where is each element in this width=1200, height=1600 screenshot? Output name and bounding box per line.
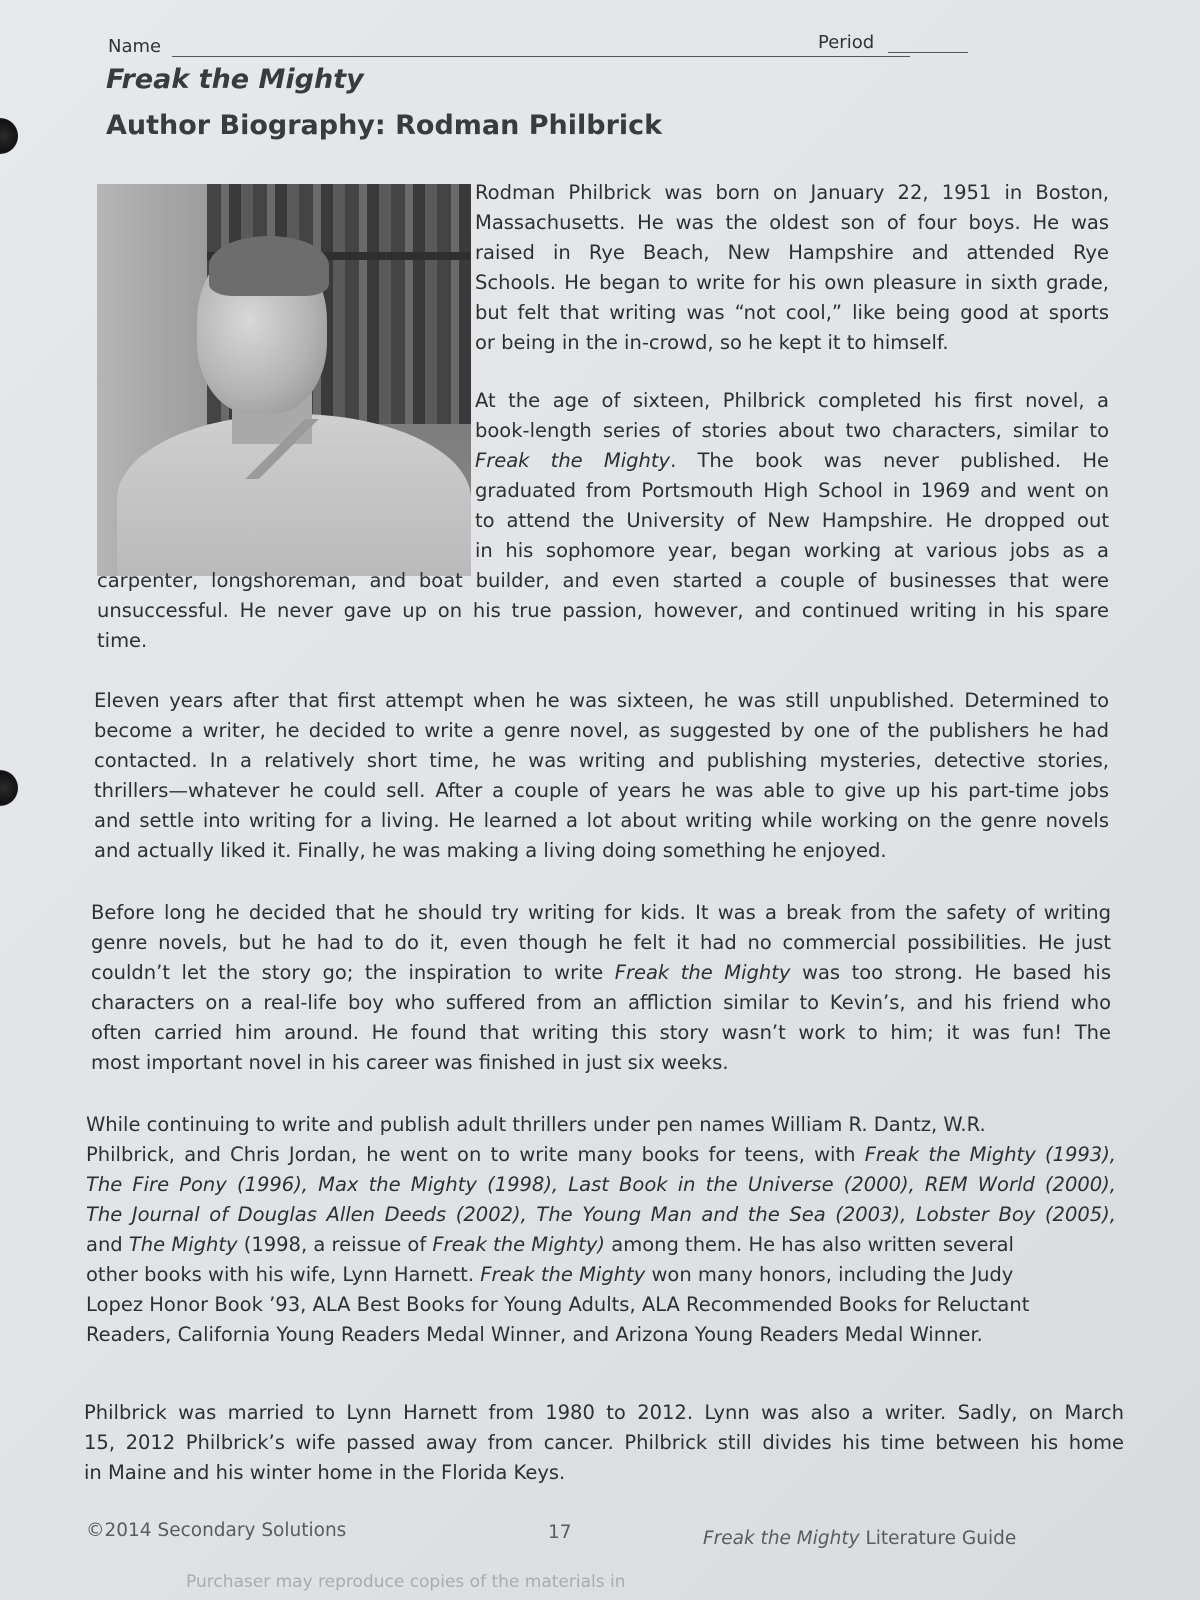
text-line: time. xyxy=(97,629,148,652)
book-title-inline: Freak the Mighty) xyxy=(432,1233,606,1256)
paragraph-writing-for-kids xyxy=(91,898,1111,1078)
page-footer xyxy=(86,1520,1046,1550)
text-line: in Maine and his winter home in the Florida Keys. xyxy=(84,1461,566,1484)
text-line: but felt that writing was “not cool,” like being good at sports xyxy=(475,301,1109,324)
text-line: graduated from Portsmouth High School in 1969 and went on xyxy=(475,479,1109,502)
paragraph-genre-novels xyxy=(94,686,1109,866)
book-title-inline: Freak the Mighty (1993), xyxy=(864,1143,1116,1166)
name-blank-line xyxy=(172,56,910,57)
text-line xyxy=(86,1200,1116,1230)
text-line: Before long he decided that he should try writing for kids. It was a break from the safety of writing xyxy=(91,901,1111,924)
paragraph-marriage xyxy=(84,1398,1124,1488)
text-line: genre novels, but he had to do it, even though he felt it had no commercial possibilities. He just xyxy=(91,931,1111,954)
text-line: most important novel in his career was finished in just six weeks. xyxy=(91,1051,729,1074)
text-line: Schools. He began to write for his own pleasure in sixth grade, xyxy=(475,271,1109,294)
book-title-inline: Freak the Mighty xyxy=(475,449,671,472)
text-line: become a writer, he decided to write a genre novel, as suggested by one of the publishers he had xyxy=(94,719,1109,742)
text-line: other books with his wife, Lynn Harnett. Freak the Mighty won many honors, including the Judy xyxy=(86,1263,1014,1286)
period-blank-line xyxy=(888,52,968,53)
text-line: Eleven years after that first attempt when he was sixteen, he was still unpublished. Determined to xyxy=(94,689,1109,712)
text-line: and actually liked it. Finally, he was making a living doing something he enjoyed. xyxy=(94,839,887,862)
period-label: Period xyxy=(818,32,875,53)
book-title-inline: Freak the Mighty xyxy=(614,961,791,984)
text-line: Philbrick was married to Lynn Harnett from 1980 to 2012. Lynn was also a writer. Sadly, on March xyxy=(84,1401,1124,1424)
name-label: Name xyxy=(108,36,162,57)
text-line: unsuccessful. He never gave up on his true passion, however, and continued writing in his spare xyxy=(97,599,1109,622)
binder-hole xyxy=(0,770,18,806)
text-line: couldn’t let the story go; the inspiration to write Freak the Mighty was too strong. He based his xyxy=(91,961,1111,984)
book-list-inline: The Fire Pony (1996), Max the Mighty (1998), Last Book in the Universe (2000), REM World (2000), xyxy=(86,1173,1116,1196)
text-line: Readers, California Young Readers Medal Winner, and Arizona Young Readers Medal Winner. xyxy=(86,1323,983,1346)
text-line xyxy=(86,1170,1116,1200)
author-photo xyxy=(97,184,471,576)
name-period-row xyxy=(108,34,968,60)
text-line: or being in the in-crowd, so he kept it to himself. xyxy=(475,331,949,354)
page-title: Author Biography: Rodman Philbrick xyxy=(106,110,663,141)
text-line: Lopez Honor Book ’93, ALA Best Books for Young Adults, ALA Recommended Books for Reluctant xyxy=(86,1293,1030,1316)
text-line: book-length series of stories about two characters, similar to xyxy=(475,419,1109,442)
binder-hole xyxy=(0,118,18,154)
text-line: carpenter, longshoreman, and boat builder, and even started a couple of businesses that were xyxy=(97,569,1109,592)
copyright-notice: ©2014 Secondary Solutions xyxy=(86,1520,347,1541)
paragraph-birth xyxy=(475,178,1109,358)
text-line: and The Mighty (1998, a reissue of Freak the Mighty) among them. He has also written several xyxy=(86,1233,1014,1256)
text-line: thrillers—whatever he could sell. After a couple of years he was able to give up his part-time jobs xyxy=(94,779,1109,802)
paragraph-first-novel-continued xyxy=(97,566,1109,656)
paragraph-first-novel xyxy=(475,386,1109,566)
book-title-inline: The Mighty xyxy=(128,1233,238,1256)
guide-title: Freak the Mighty Literature Guide xyxy=(703,1528,1017,1549)
text-line: often carried him around. He found that writing this story wasn’t work to him; it was fun! The xyxy=(91,1021,1111,1044)
text-line: and settle into writing for a living. He learned a lot about writing while working on the genre novels xyxy=(94,809,1109,832)
text-line: contacted. In a relatively short time, he was writing and publishing mysteries, detective stories, xyxy=(94,749,1109,772)
book-title-inline: Freak the Mighty xyxy=(480,1263,646,1286)
text-line: While continuing to write and publish adult thrillers under pen names William R. Dantz, W.R. xyxy=(86,1113,986,1136)
text-line: characters on a real-life boy who suffered from an affliction similar to Kevin’s, and his friend who xyxy=(91,991,1111,1014)
book-title: Freak the Mighty xyxy=(106,64,364,95)
text-line: raised in Rye Beach, New Hampshire and attended Rye xyxy=(475,241,1109,264)
text-line: Rodman Philbrick was born on January 22, 1951 in Boston, xyxy=(475,181,1109,204)
page-number: 17 xyxy=(548,1522,572,1543)
text-line: to attend the University of New Hampshire. He dropped out xyxy=(475,509,1109,532)
text-line: Massachusetts. He was the oldest son of four boys. He was xyxy=(475,211,1109,234)
text-line: in his sophomore year, began working at various jobs as a xyxy=(475,539,1109,562)
text-line: Freak the Mighty. The book was never published. He xyxy=(475,449,1109,472)
paragraph-books-and-honors xyxy=(86,1110,1116,1350)
book-list-inline: The Journal of Douglas Allen Deeds (2002), The Young Man and the Sea (2003), Lobster Boy (2005), xyxy=(86,1203,1116,1226)
text-line: Philbrick, and Chris Jordan, he went on to write many books for teens, with Freak the Mighty (1993), xyxy=(86,1143,1116,1166)
text-line: At the age of sixteen, Philbrick completed his first novel, a xyxy=(475,389,1109,412)
text-line: 15, 2012 Philbrick’s wife passed away from cancer. Philbrick still divides his time between his home xyxy=(84,1431,1124,1454)
reproduction-notice: Purchaser may reproduce copies of the materials in xyxy=(186,1572,626,1592)
